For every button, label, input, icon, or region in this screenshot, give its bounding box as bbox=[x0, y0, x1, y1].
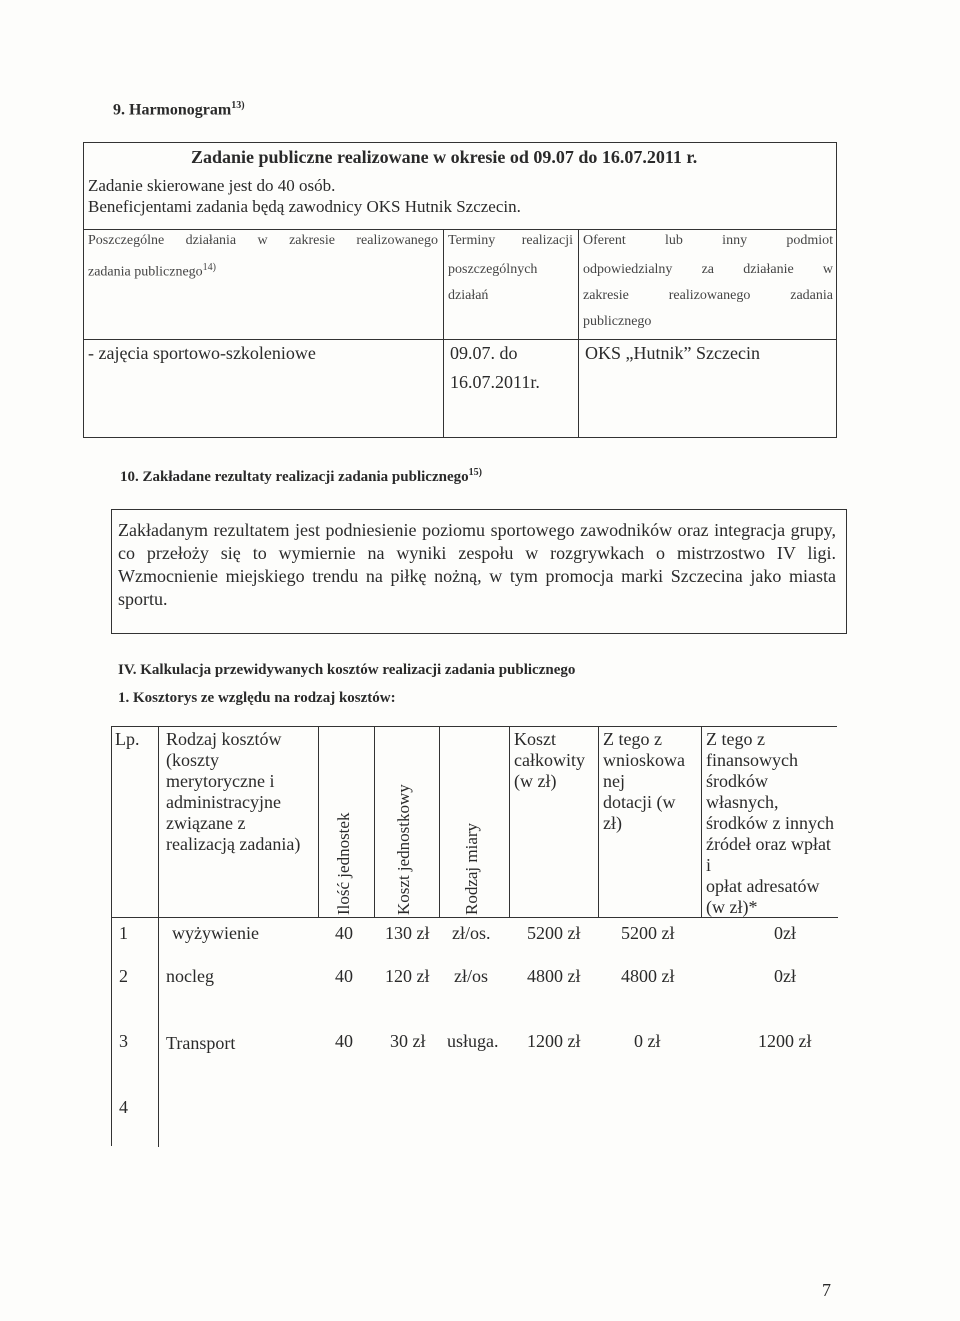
divider bbox=[374, 727, 375, 917]
divider bbox=[509, 727, 510, 917]
col3-header-d: publicznego bbox=[583, 314, 652, 329]
row-3-own: 1200 zł bbox=[758, 1031, 812, 1051]
header-unit-type: Rodzaj miary bbox=[462, 822, 481, 915]
header-grant: Z tego z wnioskowa nej dotacji (w zł) bbox=[603, 729, 685, 833]
section-iv-title: IV. Kalkulacja przewidywanych kosztów realizacji zadania publicznego bbox=[118, 662, 576, 678]
section-9-title: 9. Harmonogram$^{13)}$ bbox=[113, 100, 245, 119]
row-2-total: 4800 zł bbox=[527, 966, 581, 986]
row-1-unit-cost: 130 zł bbox=[385, 923, 430, 943]
row-1-lp: 1 bbox=[119, 923, 128, 943]
col3-header-c: zakresie realizowanego zadania bbox=[583, 288, 833, 303]
row-3-lp: 3 bbox=[119, 1031, 128, 1051]
col1-header-b: zadania publicznego$^{14)}$ bbox=[88, 262, 217, 280]
row-2-lp: 2 bbox=[119, 966, 128, 986]
schedule-box bbox=[83, 142, 837, 438]
row-3-unit-type: usługa. bbox=[447, 1031, 499, 1051]
divider bbox=[84, 339, 836, 340]
section-iv-subtitle: 1. Kosztorys ze względu na rodzaj kosztów: bbox=[118, 690, 396, 706]
row-1-own: 0zł bbox=[774, 923, 796, 943]
divider bbox=[598, 727, 599, 917]
row-3-grant: 0 zł bbox=[634, 1031, 661, 1051]
col3-header-b: odpowiedzialny za działanie w bbox=[583, 262, 833, 277]
header-qty: Ilość jednostek bbox=[334, 812, 353, 915]
header-unit-cost: Koszt jednostkowy bbox=[394, 784, 413, 915]
divider bbox=[578, 229, 579, 437]
col2-header-b: poszczególnych bbox=[448, 262, 538, 277]
row-1-total: 5200 zł bbox=[527, 923, 581, 943]
row-2-grant: 4800 zł bbox=[621, 966, 675, 986]
col1-header-a: Poszczególne działania w zakresie realizowanego bbox=[88, 233, 438, 248]
row-4-lp: 4 bbox=[119, 1097, 128, 1117]
schedule-line-1: Zadanie skierowane jest do 40 osób. bbox=[88, 176, 336, 195]
col2-header-a: Terminy realizacji bbox=[448, 233, 573, 248]
row-1-grant: 5200 zł bbox=[621, 923, 675, 943]
header-total: Koszt całkowity (w zł) bbox=[514, 729, 585, 791]
row-2-qty: 40 bbox=[335, 966, 353, 986]
row-1-qty: 40 bbox=[335, 923, 353, 943]
header-kind: Rodzaj kosztów (koszty merytoryczne i administracyjne związane z realizacją zadania) bbox=[166, 729, 301, 854]
col3-header-a: Oferent lub inny podmiot bbox=[583, 233, 833, 248]
schedule-headline: Zadanie publiczne realizowane w okresie od 09.07 do 16.07.2011 r. bbox=[191, 147, 698, 167]
row-3-kind: Transport bbox=[166, 1033, 236, 1053]
row-3-unit-cost: 30 zł bbox=[390, 1031, 426, 1051]
row-1-kind: wyżywienie bbox=[172, 923, 259, 943]
divider bbox=[439, 727, 440, 917]
results-text: Zakładanym rezultatem jest podniesienie poziomu sportowego zawodników oraz integracja grupy, co przełoży się to wymiernie na wyniki zespołu w rozgrywkach o mistrzostwo IV ligi. Wzmocnienie miejskiego trendu na piłkę nożną, w tym promocja marki Szczecina jako miasta sportu. bbox=[118, 520, 836, 609]
col2-header-c: działań bbox=[448, 288, 489, 303]
divider bbox=[318, 727, 319, 917]
responsible-cell: OKS „Hutnik” Szczecin bbox=[585, 343, 760, 363]
section-10-title: 10. Zakładane rezultaty realizacji zadania publicznego$^{15)}$ bbox=[120, 467, 482, 485]
row-3-total: 1200 zł bbox=[527, 1031, 581, 1051]
schedule-line-2: Beneficjentami zadania będą zawodnicy OKS Hutnik Szczecin. bbox=[88, 197, 521, 216]
divider bbox=[158, 727, 159, 1147]
term-cell-a: 09.07. do bbox=[450, 343, 518, 363]
row-2-unit-cost: 120 zł bbox=[385, 966, 430, 986]
row-3-qty: 40 bbox=[335, 1031, 353, 1051]
divider bbox=[84, 229, 836, 230]
cost-table bbox=[111, 726, 837, 1146]
term-cell-b: 16.07.2011r. bbox=[450, 372, 540, 392]
row-2-own: 0zł bbox=[774, 966, 796, 986]
page-number: 7 bbox=[822, 1280, 831, 1300]
activity-cell: - zajęcia sportowo-szkoleniowe bbox=[88, 343, 316, 363]
row-2-kind: nocleg bbox=[166, 966, 214, 986]
divider bbox=[701, 727, 702, 917]
header-own-funds: Z tego z finansowych środków własnych, środków z innych źródeł oraz wpłat i opłat adresatów (w zł)* bbox=[706, 729, 834, 917]
divider bbox=[443, 229, 444, 437]
row-2-unit-type: zł/os bbox=[454, 966, 488, 986]
row-1-unit-type: zł/os. bbox=[452, 923, 491, 943]
header-lp: Lp. bbox=[115, 729, 140, 749]
